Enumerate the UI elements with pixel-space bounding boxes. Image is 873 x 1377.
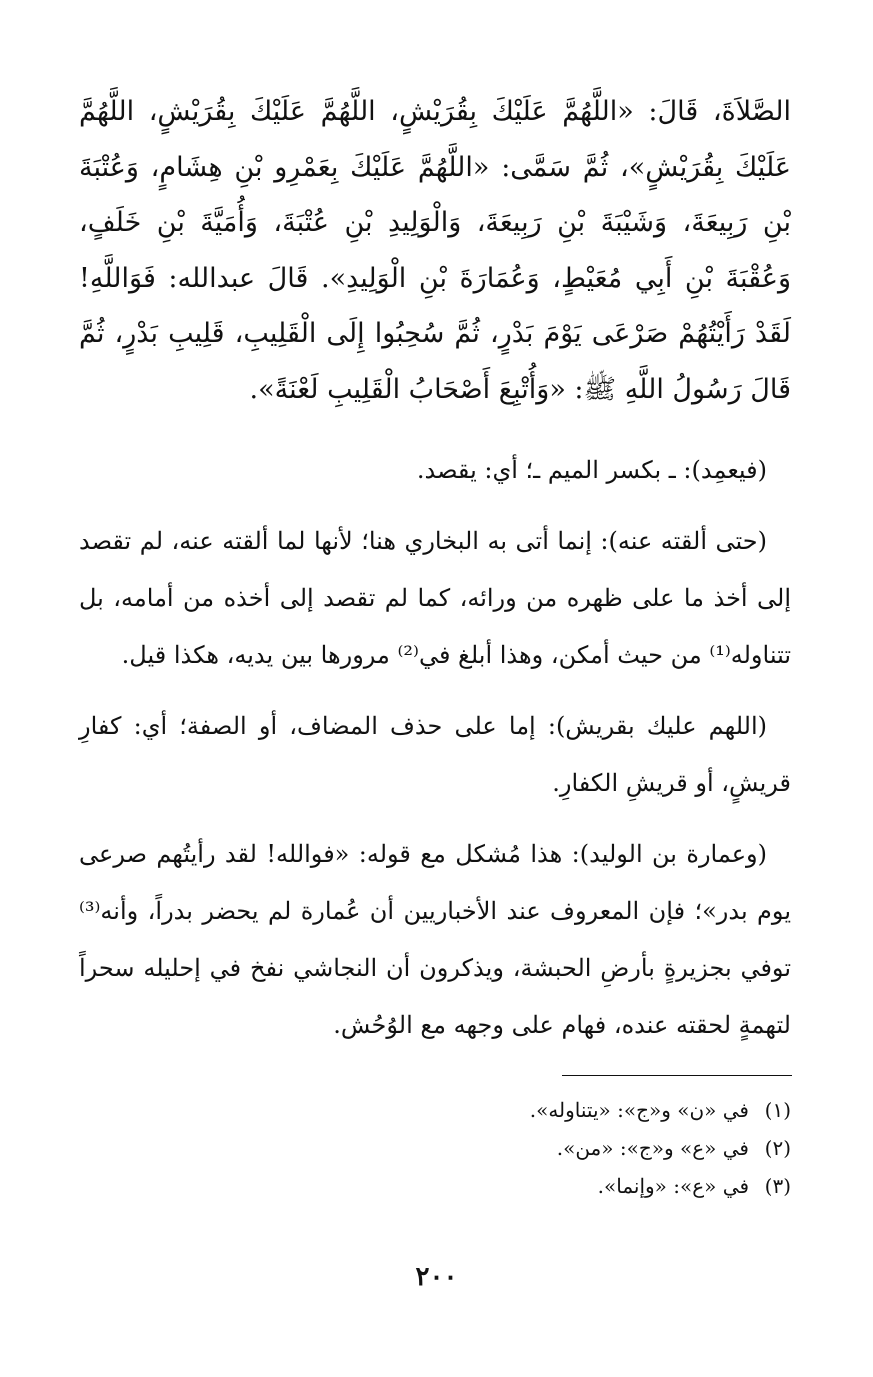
footnote-text: في «ن» و«ج»: «يتناوله». [529,1098,749,1122]
footnote-number: (٢) [764,1136,791,1160]
footnote-text: في «ع»: «وإنما». [597,1174,749,1198]
page-number: ٢٠٠ [415,1262,458,1292]
footnote-1 [79,1093,791,1128]
commentary-paragraph-1: (فيعمِد): ـ بكسر الميم ـ؛ أي: يقصد. [416,456,767,484]
footnote-3 [79,1169,791,1204]
footnote-number: (١) [764,1098,791,1122]
commentary-paragraph-4: (وعمارة بن الوليد): هذا مُشكل مع قوله: «فوالله! لقد رأيتُهم صرعى يوم بدر»؛ فإن المعروف عند الأخباريين أن عُمارة لم يحضر بدراً، وأنه⁽³⁾ توفي بجزيرةٍ بأرضِ الحبشة، ويذكرون أن النجاشي نفخ في إحليله سحراً لتهمةٍ لحقته عنده، فهام على وجهه مع الوُحُش. [79,840,792,1039]
footnote-2 [79,1131,791,1166]
footnote-divider [562,1075,792,1076]
footnote-text: في «ع» و«ج»: «من». [556,1136,749,1160]
hadith-text [79,84,791,417]
commentary-section [79,442,791,1068]
footnotes [79,1093,791,1207]
footnote-number: (٣) [764,1174,791,1198]
commentary-paragraph-2: (حتى ألقته عنه): إنما أتى به البخاري هنا؛ لأنها لما ألقته عنه، لم تقصد إلى أخذ ما على ظهره من ورائه، كما لم تقصد إلى أخذه من أمامه، بل تتناوله⁽¹⁾ من حيث أمكن، وهذا أبلغ في⁽²⁾ مرورها بين يديه، هكذا قيل. [79,527,791,669]
commentary-paragraph-3: (اللهم عليك بقريش): إما على حذف المضاف، أو الصفة؛ أي: كفارِ قريشٍ، أو قريشِ الكفارِ. [79,712,791,797]
hadith-paragraph: الصَّلاَةَ، قَالَ: «اللَّهُمَّ عَلَيْكَ بِقُرَيْشٍ، اللَّهُمَّ عَلَيْكَ بِقُرَيْشٍ، اللَّهُمَّ عَلَيْكَ بِقُرَيْشٍ»، ثُمَّ سَمَّى: «اللَّهُمَّ عَلَيْكَ بِعَمْرِو بْنِ هِشَامٍ، وَعُتْبَةَ بْنِ رَبِيعَةَ، وَشَيْبَةَ بْنِ رَبِيعَةَ، وَالْوَلِيدِ بْنِ عُتْبَةَ، وَأُمَيَّةَ بْنِ خَلَفٍ، وَعُقْبَةَ بْنِ أَبِي مُعَيْطٍ، وَعُمَارَةَ بْنِ الْوَلِيدِ». قَالَ عبدالله: فَوَاللَّهِ! لَقَدْ رَأَيْتُهُمْ صَرْعَى يَوْمَ بَدْرٍ، ثُمَّ سُحِبُوا إِلَى الْقَلِيبِ، قَلِيبِ بَدْرٍ، ثُمَّ قَالَ رَسُولُ اللَّهِ ﷺ: «وَأُتْبِعَ أَصْحَابُ الْقَلِيبِ لَعْنَةً». [79,96,791,405]
